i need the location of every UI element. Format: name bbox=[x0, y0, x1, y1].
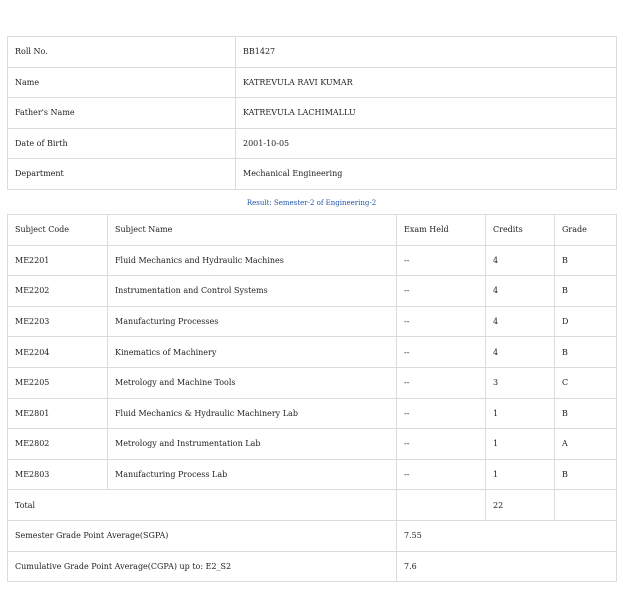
dob-row bbox=[8, 128, 617, 159]
subject-exam: -- bbox=[397, 306, 486, 337]
sgpa-row bbox=[8, 520, 617, 551]
subject-name: Manufacturing Process Lab bbox=[108, 459, 397, 490]
subject-credits: 4 bbox=[486, 276, 555, 307]
subject-grade: B bbox=[555, 398, 617, 429]
subject-code: ME2205 bbox=[8, 367, 108, 398]
department-label: Department bbox=[8, 159, 236, 190]
name-row bbox=[8, 67, 617, 98]
subject-exam: -- bbox=[397, 245, 486, 276]
department-value: Mechanical Engineering bbox=[236, 159, 617, 190]
total-exam-empty bbox=[397, 490, 486, 521]
roll-row bbox=[8, 37, 617, 68]
subject-credits: 3 bbox=[486, 367, 555, 398]
subject-grade: C bbox=[555, 367, 617, 398]
roll-value: BB1427 bbox=[236, 37, 617, 68]
subject-grade: B bbox=[555, 245, 617, 276]
subject-credits: 4 bbox=[486, 337, 555, 368]
subject-row bbox=[8, 459, 617, 490]
subject-code: ME2803 bbox=[8, 459, 108, 490]
subject-name: Metrology and Machine Tools bbox=[108, 367, 397, 398]
subject-credits: 4 bbox=[486, 245, 555, 276]
total-label: Total bbox=[8, 490, 397, 521]
roll-label: Roll No. bbox=[8, 37, 236, 68]
father-value: KATREVULA LACHIMALLU bbox=[236, 98, 617, 129]
subject-exam: -- bbox=[397, 276, 486, 307]
cgpa-label: Cumulative Grade Point Average(CGPA) up to: E2_S2 bbox=[8, 551, 397, 582]
subject-row bbox=[8, 398, 617, 429]
sgpa-label: Semester Grade Point Average(SGPA) bbox=[8, 520, 397, 551]
subject-exam: -- bbox=[397, 459, 486, 490]
total-grade-empty bbox=[555, 490, 617, 521]
subject-name: Manufacturing Processes bbox=[108, 306, 397, 337]
header-grade: Grade bbox=[555, 215, 617, 246]
subject-grade: B bbox=[555, 276, 617, 307]
subject-name: Fluid Mechanics & Hydraulic Machinery Lab bbox=[108, 398, 397, 429]
father-row bbox=[8, 98, 617, 129]
subject-row bbox=[8, 429, 617, 460]
subject-row bbox=[8, 245, 617, 276]
subject-name: Instrumentation and Control Systems bbox=[108, 276, 397, 307]
subject-code: ME2201 bbox=[8, 245, 108, 276]
sgpa-value: 7.55 bbox=[397, 520, 617, 551]
subject-row bbox=[8, 276, 617, 307]
header-code: Subject Code bbox=[8, 215, 108, 246]
subject-grade: D bbox=[555, 306, 617, 337]
subject-name: Fluid Mechanics and Hydraulic Machines bbox=[108, 245, 397, 276]
subject-name: Metrology and Instrumentation Lab bbox=[108, 429, 397, 460]
subject-credits: 1 bbox=[486, 398, 555, 429]
subject-credits: 1 bbox=[486, 429, 555, 460]
subject-exam: -- bbox=[397, 337, 486, 368]
subject-code: ME2204 bbox=[8, 337, 108, 368]
subject-row bbox=[8, 306, 617, 337]
subject-code: ME2802 bbox=[8, 429, 108, 460]
subject-exam: -- bbox=[397, 367, 486, 398]
subject-grade: B bbox=[555, 337, 617, 368]
subject-credits: 1 bbox=[486, 459, 555, 490]
header-row bbox=[8, 215, 617, 246]
header-exam: Exam Held bbox=[397, 215, 486, 246]
name-label: Name bbox=[8, 67, 236, 98]
subject-exam: -- bbox=[397, 429, 486, 460]
total-row bbox=[8, 490, 617, 521]
dob-value: 2001-10-05 bbox=[236, 128, 617, 159]
subject-grade: B bbox=[555, 459, 617, 490]
subject-name: Kinematics of Machinery bbox=[108, 337, 397, 368]
name-value: KATREVULA RAVI KUMAR bbox=[236, 67, 617, 98]
subject-code: ME2202 bbox=[8, 276, 108, 307]
result-caption: Result: Semester-2 of Engineering-2 bbox=[246, 199, 377, 207]
cgpa-row bbox=[8, 551, 617, 582]
subject-credits: 4 bbox=[486, 306, 555, 337]
header-name: Subject Name bbox=[108, 215, 397, 246]
father-label: Father's Name bbox=[8, 98, 236, 129]
result-table bbox=[7, 214, 617, 582]
subject-row bbox=[8, 337, 617, 368]
dob-label: Date of Birth bbox=[8, 128, 236, 159]
cgpa-value: 7.6 bbox=[397, 551, 617, 582]
total-credits: 22 bbox=[486, 490, 555, 521]
subject-exam: -- bbox=[397, 398, 486, 429]
student-info-table bbox=[7, 36, 617, 190]
subject-code: ME2203 bbox=[8, 306, 108, 337]
department-row bbox=[8, 159, 617, 190]
header-credits: Credits bbox=[486, 215, 555, 246]
subject-code: ME2801 bbox=[8, 398, 108, 429]
subject-row bbox=[8, 367, 617, 398]
subject-grade: A bbox=[555, 429, 617, 460]
